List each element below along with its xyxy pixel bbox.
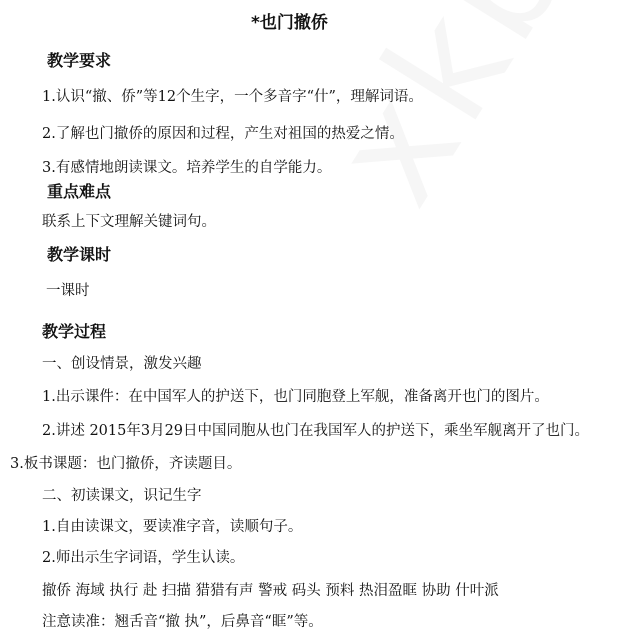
step-1-2: 2.讲述 2015年3月29日中国同胞从也门在我国军人的护送下，乘坐军舰离开了也门。: [42, 423, 590, 439]
requirement-2: 2.了解也门撤侨的原因和过程，产生对祖国的热爱之情。: [42, 126, 404, 142]
step-2-1: 1.自由读课文，要读准字音，读顺句子。: [42, 519, 303, 535]
step-2-2: 2.师出示生字词语，学生认读。: [42, 550, 245, 566]
requirement-1: 1.认识“撤、侨”等12个生字，一个多音字“什”，理解词语。: [42, 89, 423, 105]
vocab-list: 撤侨 海域 执行 赴 扫描 猎猎有声 警戒 码头 预料 热泪盈眶 协助 什叶派: [42, 583, 499, 599]
hours-text: 一课时: [46, 283, 90, 299]
heading-hours: 教学课时: [47, 245, 112, 264]
watermark: [300, 0, 630, 232]
section-2-title: 二、初读课文，识记生字: [42, 488, 202, 504]
step-1-1: 1.出示课件：在中国军人的护送下，也门同胞登上军舰，准备离开也门的图片。: [42, 389, 549, 405]
page-title: *也门撤侨: [251, 13, 328, 33]
heading-requirements: 教学要求: [47, 51, 112, 70]
section-1-title: 一、创设情景，激发兴趣: [42, 356, 202, 372]
heading-process: 教学过程: [42, 322, 107, 341]
focus-text: 联系上下文理解关键词句。: [42, 214, 216, 230]
step-1-3: 3.板书课题：也门撤侨，齐读题目。: [10, 456, 242, 472]
heading-focus: 重点难点: [47, 182, 112, 201]
requirement-3: 3.有感情地朗读课文。培养学生的自学能力。: [42, 160, 332, 176]
pronunciation-note: 注意读准：翘舌音“撤 执”，后鼻音“眶”等。: [42, 614, 323, 630]
